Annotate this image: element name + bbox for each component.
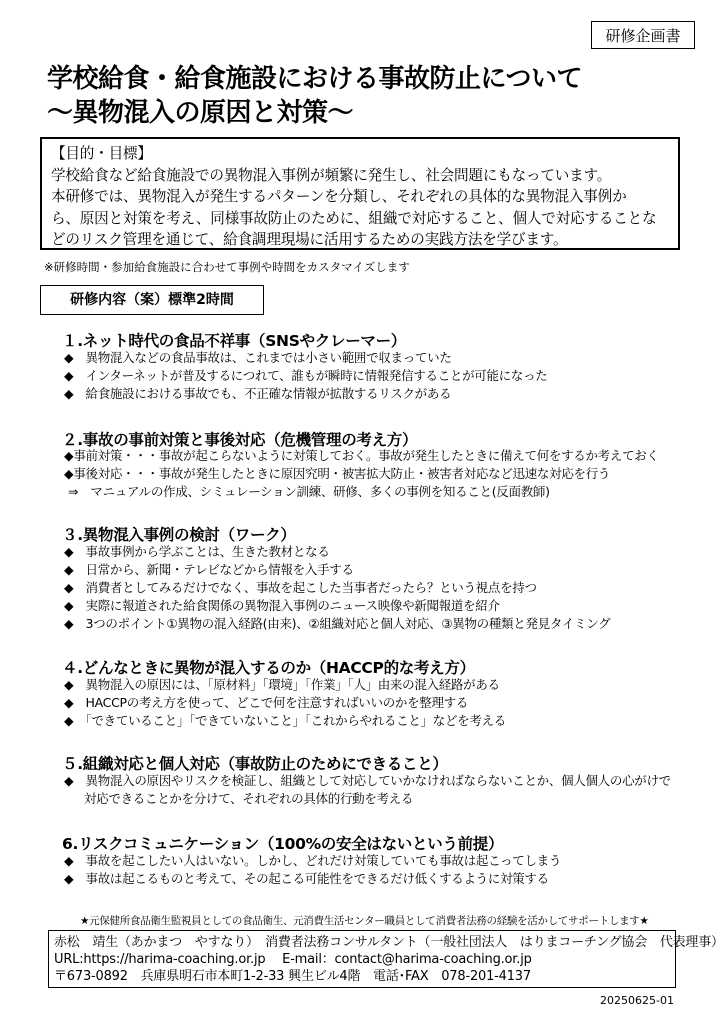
section-3-item: ◆ 3つのポイント①異物の混入経路(由来)、②組織対応と個人対応、③異物の種類と発見タイミング: [64, 616, 611, 631]
section-5-heading: ５.組織対応と個人対応（事故防止のためにできること）: [62, 755, 448, 773]
contact-web: URL:https://harima-coaching.or.jp E-mail：contact@harima-coaching.or.jp: [54, 952, 532, 967]
section-3-item: ◆ 消費者としてみるだけでなく、事故を起こした当事者だったら？という視点を持つ: [64, 580, 537, 595]
purpose-line: 本研修では、異物混入が発生するパターンを分類し、それぞれの具体的な異物混入事例か: [51, 188, 627, 205]
section-1-item: ◆ 給食施設における事故でも、不正確な情報が拡散するリスクがある: [64, 386, 452, 401]
purpose-heading: 【目的・目標】: [51, 145, 152, 162]
section-4-heading: ４.どんなときに異物が混入するのか（HACCP的な考え方）: [62, 659, 475, 677]
section-1-item: ◆ 異物混入などの食品事故は、これまでは小さい範囲で収まっていた: [64, 350, 452, 365]
purpose-line: どのリスク管理を通じて、給食調理現場に活用するための実践方法を学びます。: [51, 231, 568, 248]
section-6-item: ◆ 事故は起こるものと考えて、その起こる可能性をできるだけ低くするように対策する: [64, 871, 549, 886]
title-line-2: ～異物混入の原因と対策～: [47, 98, 354, 128]
section-1-item: ◆ インターネットが普及するにつれて、誰もが瞬時に情報発信することが可能になった: [64, 368, 548, 383]
document-id: 20250625-01: [600, 994, 674, 1007]
contact-name: 赤松 靖生（あかまつ やすなり） 消費者法務コンサルタント（一般社団法人 はりまコーチング協会 代表理事）: [54, 935, 724, 950]
purpose-line: ら、原因と対策を考え、同様事故防止のために、組織で対応すること、個人で対応することな: [51, 209, 657, 227]
content-label: 研修内容（案）標準2時間: [40, 285, 264, 315]
section-4-item: ◆ 異物混入の原因には、「原材料」「環境」「作業」「人」由来の混入経路がある: [64, 677, 500, 692]
section-1-heading: １.ネット時代の食品不祥事（SNSやクレーマー）: [62, 332, 406, 350]
footer-note: ★元保健所食品衛生監視員としての食品衛生、元消費生活センター職員として消費者法務の経験を活かしてサポートします★: [80, 915, 649, 927]
section-2-heading: ２.事故の事前対策と事後対応（危機管理の考え方）: [62, 431, 418, 449]
section-4-item: ◆ HACCPの考え方を使って、どこで何を注意すればいいのかを整理する: [64, 695, 469, 710]
section-3-item: ◆ 日常から、新聞・テレビなどから情報を入手する: [64, 562, 354, 577]
section-2-item: ◆事後対応・・・事故が発生したときに原因究明・被害拡大防止・被害者対応など迅速な対応を行う: [64, 466, 611, 481]
section-3-item: ◆ 実際に報道された給食関係の異物混入事例のニュース映像や新聞報道を紹介: [64, 598, 500, 613]
section-5-item: ◆ 異物混入の原因やリスクを検証し、組織として対応していかなければならないことか、個人個人の心がけで: [64, 773, 671, 788]
section-3-heading: ３.異物混入事例の検討（ワーク）: [62, 526, 296, 544]
contact-box: [48, 930, 724, 988]
purpose-box: [40, 137, 680, 250]
title-line-1: 学校給食・給食施設における事故防止について: [47, 64, 582, 94]
section-3-item: ◆ 事故事例から学ぶことは、生きた教材となる: [64, 544, 330, 559]
section-5-item-continuation: 対応できることかを分けて、それぞれの具体的行動を考える: [84, 791, 414, 806]
purpose-line: 学校給食など給食施設での異物混入事例が頻繁に発生し、社会問題にもなっています。: [51, 166, 612, 184]
section-4-item: ◆ 「できていること」「できていないこと」「これからやれること」などを考える: [64, 713, 506, 728]
customize-note: ※研修時間・参加給食施設に合わせて事例や時間をカスタマイズします: [44, 260, 410, 274]
document-type-tag: 研修企画書: [591, 21, 695, 49]
contact-address: 〒673-0892 兵庫県明石市本町1-2-33 興生ビル4階 電話･FAX 078-201-4137: [54, 969, 531, 984]
section-6-heading: 6.リスクコミュニケーション（100%の安全はないという前提）: [62, 835, 504, 853]
section-2-item: ◆事前対策・・・事故が起こらないように対策しておく。事故が発生したときに備えて何をするか考えておく: [64, 448, 659, 463]
section-2-item: ⇒ マニュアルの作成、シミュレーション訓練、研修、多くの事例を知ること(反面教師): [68, 484, 550, 499]
section-6-item: ◆ 事故を起こしたい人はいない。しかし、どれだけ対策していても事故は起こってしまう: [64, 853, 562, 868]
